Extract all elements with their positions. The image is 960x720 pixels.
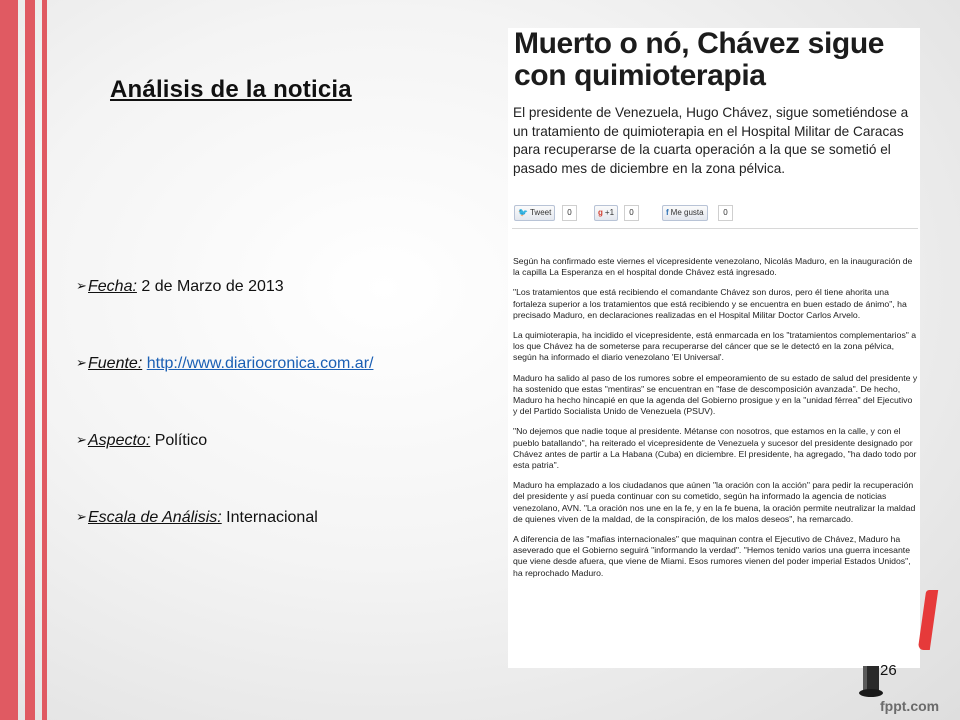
- tweet-count: 0: [562, 205, 577, 221]
- tweet-label: Tweet: [529, 208, 552, 217]
- page-number: 26: [880, 662, 897, 679]
- bullet-item-escala: [76, 509, 318, 527]
- arrow-bullet-icon: ➢: [76, 278, 87, 293]
- article-paragraph: A diferencia de las "mafias internacionales" que maquinan contra el Ejecutivo de Chávez, Maduro ha aseverado que el Gobierno seguirá "informando la verdad". "Hemos tenido varios una guerra incesante que viene desde afuera, que viene de Miami. Esos rumores vienen del poder imperial Estados Unidos", ha reprochado Maduro.: [513, 534, 911, 578]
- article-paragraph: "No dejemos que nadie toque al presidente. Métanse con nosotros, que estamos en la calle, y con el pueblo batallando", ha reiterado el vicepresidente de Venezuela y sucesor del presidente designado por Chávez antes de partir a La Habana (Cuba) en diciembre. El presidente, ha agregado, "ha dado todo por esta patria".: [513, 426, 917, 471]
- article-headline: Muerto o nó, Chávez sigue con quimioterapia: [514, 28, 885, 92]
- facebook-icon: f: [666, 208, 669, 217]
- article-paragraph: Según ha confirmado este viernes el vicepresidente venezolano, Nicolás Maduro, en la inauguración de la capilla La Esperanza en el hospital donde Chávez está ingresado.: [513, 256, 913, 278]
- brand-watermark: fppt.com: [880, 698, 940, 714]
- news-article-clipping: [508, 28, 920, 668]
- bullet-item-aspecto: [76, 432, 207, 450]
- article-paragraph: "Los tratamientos que está recibiendo el comandante Chávez son duros, pero él tiene ahorita una fortaleza superior a los tratamientos que está recibiendo y se encuentra en buen estado de ánimo", ha precisado Maduro, en declaraciones realizadas en el Hospital Militar Doctor Carlos Arvelo.: [513, 287, 907, 320]
- social-share-bar: [514, 205, 918, 221]
- twitter-bird-icon: 🐦: [518, 208, 528, 217]
- like-count: 0: [718, 205, 733, 221]
- like-label: Me gusta: [670, 208, 704, 217]
- source-link[interactable]: http://www.diariocronica.com.ar/: [146, 355, 374, 372]
- divider: [512, 228, 918, 229]
- decorative-stripe: [25, 0, 35, 720]
- article-body: [513, 256, 918, 588]
- bullet-value: Internacional: [221, 509, 318, 526]
- article-lede: El presidente de Venezuela, Hugo Chávez, sigue sometiéndose a un tratamiento de quimioterapia en el Hospital Militar de Caracas para recuperarse de la cuarta operación a la que se sometió el pasado mes de diciembre en la zona pélvica.: [513, 105, 909, 176]
- google-plus-button[interactable]: [594, 205, 618, 221]
- article-paragraph: La quimioterapia, ha incidido el vicepresidente, está enmarcada en los "tratamientos complementarios" a los que Chávez ha de someterse para recuperarse del cáncer que se le detectó en la zona pélvica, según ha informado el diario venezolano 'El Universal'.: [513, 330, 917, 363]
- decorative-stripe: [42, 0, 47, 720]
- facebook-like-button[interactable]: [662, 205, 708, 221]
- bullet-key: Fecha:: [88, 278, 137, 295]
- tweet-button[interactable]: [514, 205, 555, 221]
- gplus-count: 0: [624, 205, 639, 221]
- bullet-item-fuente: [76, 355, 373, 373]
- article-paragraph: Maduro ha salido al paso de los rumores sobre el empeoramiento de su estado de salud del presidente y ha sostenido que estas "mentiras" se encuentran en "fase de descomposición avanzada". De hecho, Maduro ha hecho hincapié en que la agenda del Gobierno prosigue y en la "unidad férrea" del Ejecutivo y del Partido Socialista Unido de Venezuela (PSUV).: [513, 372, 918, 417]
- arrow-bullet-icon: ➢: [76, 432, 87, 447]
- decorative-stripe: [0, 0, 18, 720]
- slide-title: Análisis de la noticia: [110, 76, 352, 103]
- article-paragraph: Maduro ha emplazado a los ciudadanos que aúnen "la oración con la acción" para pedir la recuperación del presidente y así pueda continuar con su cometido, según ha informado la agencia de noticias venezolano, AVN. "La oración nos une en la fe, y en la fe buena, la oración permite neutralizar la maldad de quienes viven de la maldad, de la conspiración, de los malos deseos", ha remarcado.: [513, 480, 916, 524]
- google-plus-icon: g: [598, 208, 603, 217]
- gplus-label: +1: [604, 208, 615, 217]
- bullet-key: Fuente:: [88, 355, 143, 372]
- arrow-bullet-icon: ➢: [76, 509, 87, 524]
- bullet-key: Escala de Análisis:: [88, 509, 222, 526]
- arrow-bullet-icon: ➢: [76, 355, 87, 370]
- bullet-key: Aspecto:: [88, 432, 151, 449]
- bullet-item-fecha: [76, 278, 284, 296]
- bullet-value: 2 de Marzo de 2013: [136, 278, 284, 295]
- bullet-value: Político: [150, 432, 208, 449]
